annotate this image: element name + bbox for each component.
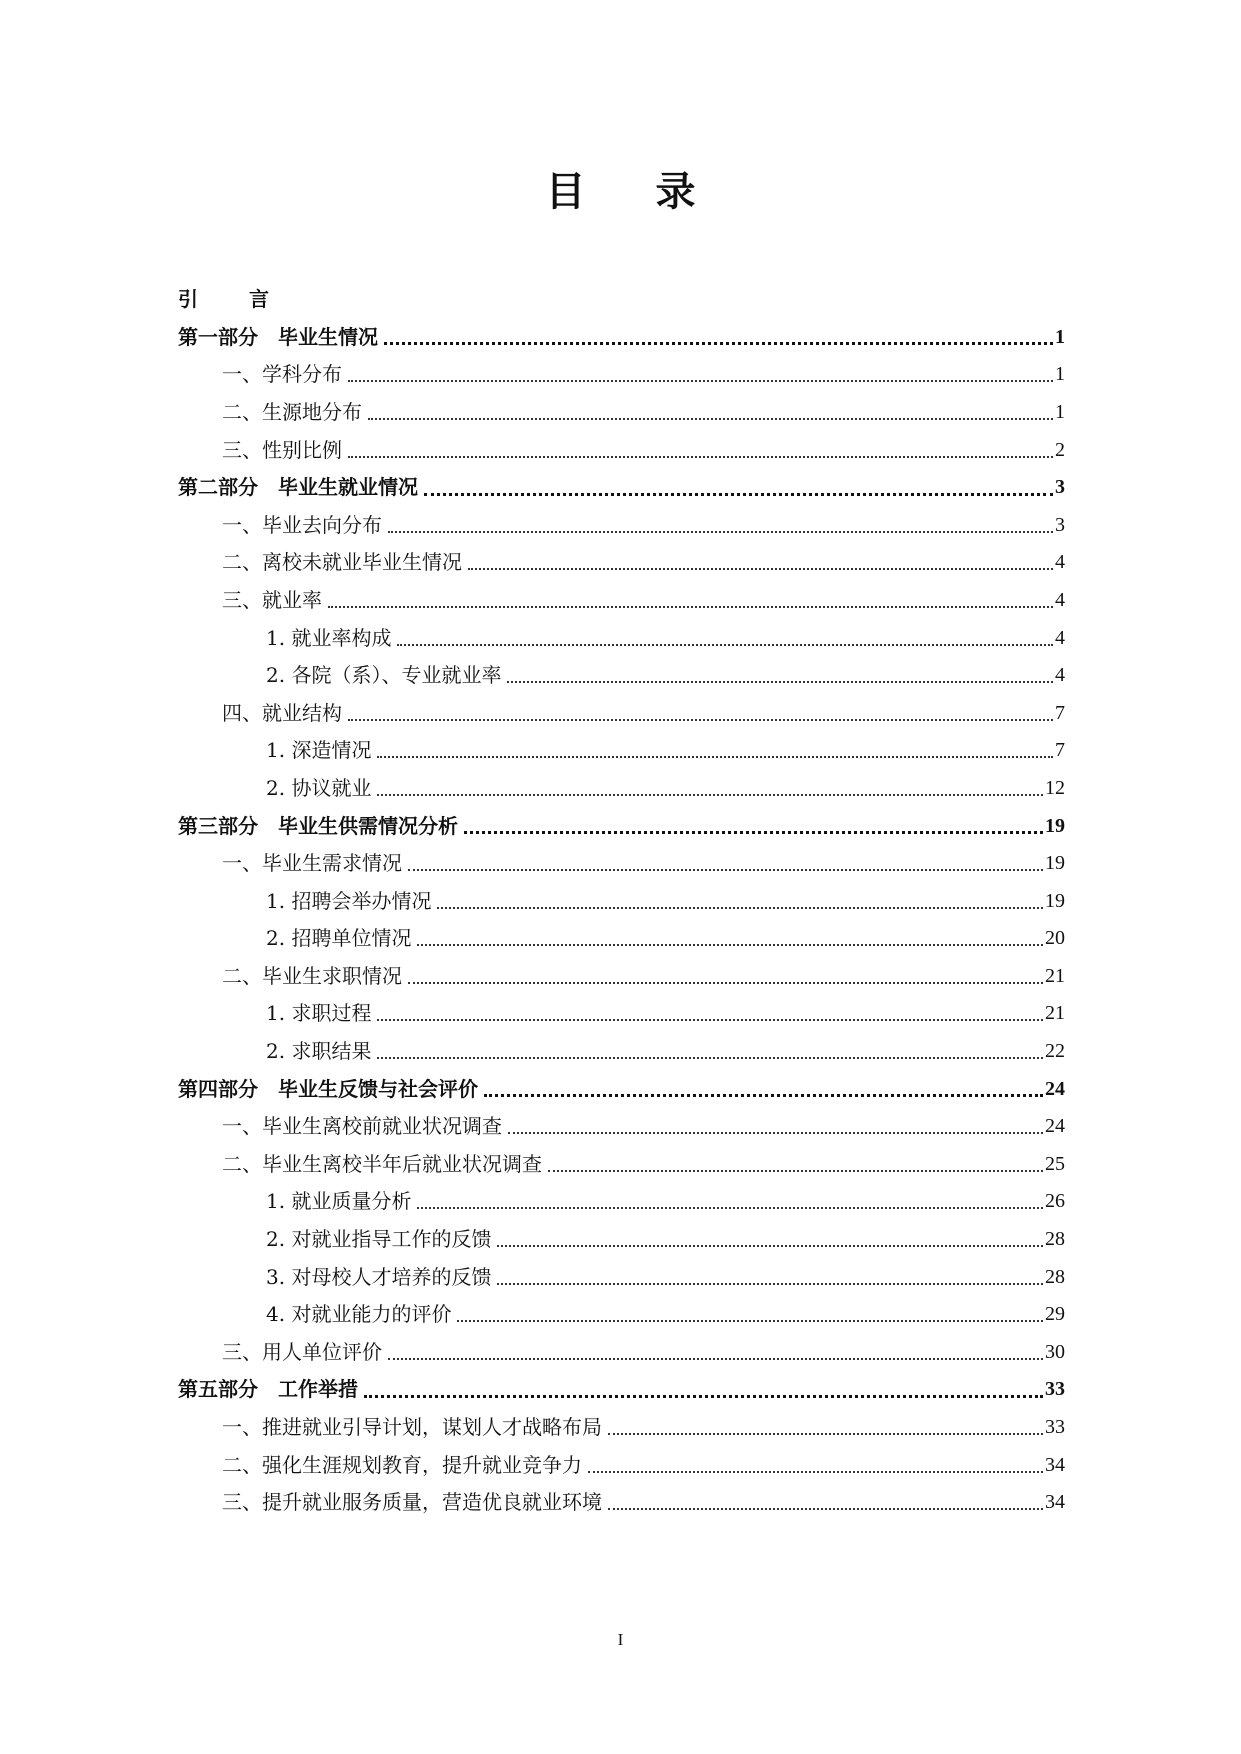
dot-leader xyxy=(377,756,1053,758)
toc-entry-label: 1. 招聘会举办情况 xyxy=(266,888,432,913)
toc-entry-page-number: 12 xyxy=(1045,776,1065,799)
toc-entry-page-number: 28 xyxy=(1045,1265,1065,1288)
toc-entry-label: 三、用人单位评价 xyxy=(222,1339,382,1364)
toc-entry-page-number: 4 xyxy=(1055,551,1065,574)
toc-entry[interactable] xyxy=(178,619,1065,657)
toc-entry-page-number: 22 xyxy=(1045,1040,1065,1063)
toc-entry[interactable] xyxy=(178,1070,1065,1108)
toc-entry-page-number: 4 xyxy=(1055,588,1065,611)
toc-entry-label: 一、毕业去向分布 xyxy=(222,512,382,537)
toc-entry-label: 4. 对就业能力的评价 xyxy=(266,1302,452,1327)
dot-leader xyxy=(368,418,1053,420)
dot-leader xyxy=(497,1283,1043,1285)
toc-entry-page-number: 21 xyxy=(1045,964,1065,987)
toc-entry-label: 2. 各院（系）、专业就业率 xyxy=(266,663,502,688)
dot-leader xyxy=(608,1508,1043,1510)
toc-entry[interactable] xyxy=(178,1220,1065,1258)
toc-entry-label: 2. 协议就业 xyxy=(266,775,372,800)
toc-entry[interactable] xyxy=(178,1258,1065,1296)
toc-entry-label: 1. 深造情况 xyxy=(266,738,372,763)
dot-leader xyxy=(377,794,1043,796)
toc-entry-label: 二、生源地分布 xyxy=(222,399,362,424)
toc-entry[interactable] xyxy=(178,544,1065,582)
table-of-contents xyxy=(178,280,1065,1521)
toc-entry[interactable] xyxy=(178,581,1065,619)
toc-entry-label: 第二部分 毕业生就业情况 xyxy=(178,475,418,500)
toc-entry-label: 第一部分 毕业生情况 xyxy=(178,324,378,349)
toc-entry[interactable] xyxy=(178,431,1065,469)
toc-entry[interactable] xyxy=(178,356,1065,394)
toc-entry-page-number: 4 xyxy=(1055,664,1065,687)
toc-entry[interactable] xyxy=(178,656,1065,694)
dot-leader xyxy=(484,1094,1043,1097)
toc-entry-label: 1. 求职过程 xyxy=(266,1001,372,1026)
dot-leader xyxy=(464,831,1043,834)
toc-entry-page-number: 20 xyxy=(1045,927,1065,950)
toc-entry[interactable] xyxy=(178,694,1065,732)
toc-entry-page-number: 19 xyxy=(1045,889,1065,912)
dot-leader xyxy=(388,531,1053,533)
toc-entry-label: 二、毕业生离校半年后就业状况调查 xyxy=(222,1151,542,1176)
toc-entry[interactable] xyxy=(178,769,1065,807)
toc-entry[interactable] xyxy=(178,920,1065,958)
dot-leader xyxy=(497,1245,1043,1247)
toc-entry-page-number: 24 xyxy=(1045,1077,1065,1100)
toc-entry-page-number: 1 xyxy=(1055,325,1065,348)
toc-entry-page-number: 4 xyxy=(1055,626,1065,649)
toc-entry-label: 一、推进就业引导计划，谋划人才战略布局 xyxy=(222,1415,602,1440)
toc-entry[interactable] xyxy=(178,506,1065,544)
toc-entry[interactable] xyxy=(178,807,1065,845)
dot-leader xyxy=(348,456,1053,458)
dot-leader xyxy=(548,1170,1043,1172)
toc-entry[interactable] xyxy=(178,882,1065,920)
toc-entry-page-number: 3 xyxy=(1055,476,1065,499)
toc-intro-entry[interactable] xyxy=(178,280,1065,318)
toc-entry-page-number: 19 xyxy=(1045,814,1065,837)
toc-entry-label: 四、就业结构 xyxy=(222,700,342,725)
toc-entry-page-number: 25 xyxy=(1045,1152,1065,1175)
toc-entry-label: 第五部分 工作举措 xyxy=(178,1377,358,1402)
toc-entry-page-number: 1 xyxy=(1055,363,1065,386)
toc-entry-page-number: 26 xyxy=(1045,1190,1065,1213)
toc-entry-label: 一、毕业生需求情况 xyxy=(222,851,402,876)
toc-entry[interactable] xyxy=(178,1371,1065,1409)
toc-entry[interactable] xyxy=(178,844,1065,882)
toc-entry[interactable] xyxy=(178,1295,1065,1333)
toc-entry-page-number: 3 xyxy=(1055,513,1065,536)
toc-entry-label: 一、毕业生离校前就业状况调查 xyxy=(222,1114,502,1139)
toc-entry-label: 1. 就业率构成 xyxy=(266,625,392,650)
toc-entry-page-number: 24 xyxy=(1045,1115,1065,1138)
dot-leader xyxy=(377,1057,1043,1059)
toc-entry[interactable] xyxy=(178,957,1065,995)
toc-entry-label: 三、性别比例 xyxy=(222,437,342,462)
dot-leader xyxy=(364,1395,1043,1398)
toc-entry-page-number: 33 xyxy=(1045,1378,1065,1401)
dot-leader xyxy=(457,1320,1043,1322)
toc-entry-label: 2. 招聘单位情况 xyxy=(266,926,412,951)
toc-entry-page-number: 34 xyxy=(1045,1491,1065,1514)
dot-leader xyxy=(468,568,1053,570)
dot-leader xyxy=(417,1207,1043,1209)
dot-leader xyxy=(408,982,1043,984)
toc-entry[interactable] xyxy=(178,1145,1065,1183)
dot-leader xyxy=(507,681,1053,683)
toc-entry[interactable] xyxy=(178,318,1065,356)
toc-entry-label: 2. 对就业指导工作的反馈 xyxy=(266,1227,492,1252)
toc-entry[interactable] xyxy=(178,1107,1065,1145)
toc-entry[interactable] xyxy=(178,1446,1065,1484)
dot-leader xyxy=(377,1019,1043,1021)
dot-leader xyxy=(424,493,1053,496)
toc-entry[interactable] xyxy=(178,468,1065,506)
toc-entry-label: 二、强化生涯规划教育，提升就业竞争力 xyxy=(222,1452,582,1477)
toc-entry[interactable] xyxy=(178,1483,1065,1521)
toc-entry-page-number: 7 xyxy=(1055,739,1065,762)
toc-entry-label: 第三部分 毕业生供需情况分析 xyxy=(178,813,458,838)
dot-leader xyxy=(437,907,1043,909)
toc-entry-label: 一、学科分布 xyxy=(222,362,342,387)
toc-entry-page-number: 7 xyxy=(1055,701,1065,724)
toc-entry-label: 第四部分 毕业生反馈与社会评价 xyxy=(178,1076,478,1101)
dot-leader xyxy=(348,380,1053,382)
toc-entry-label: 3. 对母校人才培养的反馈 xyxy=(266,1264,492,1289)
toc-entry-page-number: 19 xyxy=(1045,852,1065,875)
toc-entry-page-number: 1 xyxy=(1055,400,1065,423)
toc-entry-label: 二、离校未就业毕业生情况 xyxy=(222,550,462,575)
toc-entry-label: 1. 就业质量分析 xyxy=(266,1189,412,1214)
dot-leader xyxy=(608,1433,1043,1435)
toc-entry[interactable] xyxy=(178,1333,1065,1371)
toc-entry-label: 二、毕业生求职情况 xyxy=(222,963,402,988)
toc-entry[interactable] xyxy=(178,995,1065,1033)
toc-entry-label: 2. 求职结果 xyxy=(266,1039,372,1064)
dot-leader xyxy=(508,1132,1043,1134)
dot-leader xyxy=(348,719,1053,721)
page-title: 目 录 xyxy=(545,169,724,215)
page-number: I xyxy=(617,1630,624,1649)
toc-entry[interactable] xyxy=(178,1183,1065,1221)
toc-entry-label: 三、提升就业服务质量，营造优良就业环境 xyxy=(222,1490,602,1515)
toc-entry-label: 三、就业率 xyxy=(222,587,322,612)
dot-leader xyxy=(397,644,1053,646)
toc-entry-label: 引 言 xyxy=(178,287,291,311)
toc-entry-page-number: 21 xyxy=(1045,1002,1065,1025)
toc-entry[interactable] xyxy=(178,732,1065,770)
toc-entry-page-number: 33 xyxy=(1045,1416,1065,1439)
toc-entry[interactable] xyxy=(178,1408,1065,1446)
toc-entry[interactable] xyxy=(178,1032,1065,1070)
dot-leader xyxy=(408,869,1043,871)
toc-entry-page-number: 30 xyxy=(1045,1340,1065,1363)
dot-leader xyxy=(384,342,1053,345)
toc-entry-page-number: 2 xyxy=(1055,438,1065,461)
dot-leader xyxy=(388,1358,1043,1360)
dot-leader xyxy=(328,606,1053,608)
toc-entry[interactable] xyxy=(178,393,1065,431)
toc-entry-page-number: 29 xyxy=(1045,1303,1065,1326)
dot-leader xyxy=(588,1471,1043,1473)
dot-leader xyxy=(417,944,1043,946)
toc-entry-page-number: 34 xyxy=(1045,1453,1065,1476)
toc-entry-page-number: 28 xyxy=(1045,1228,1065,1251)
